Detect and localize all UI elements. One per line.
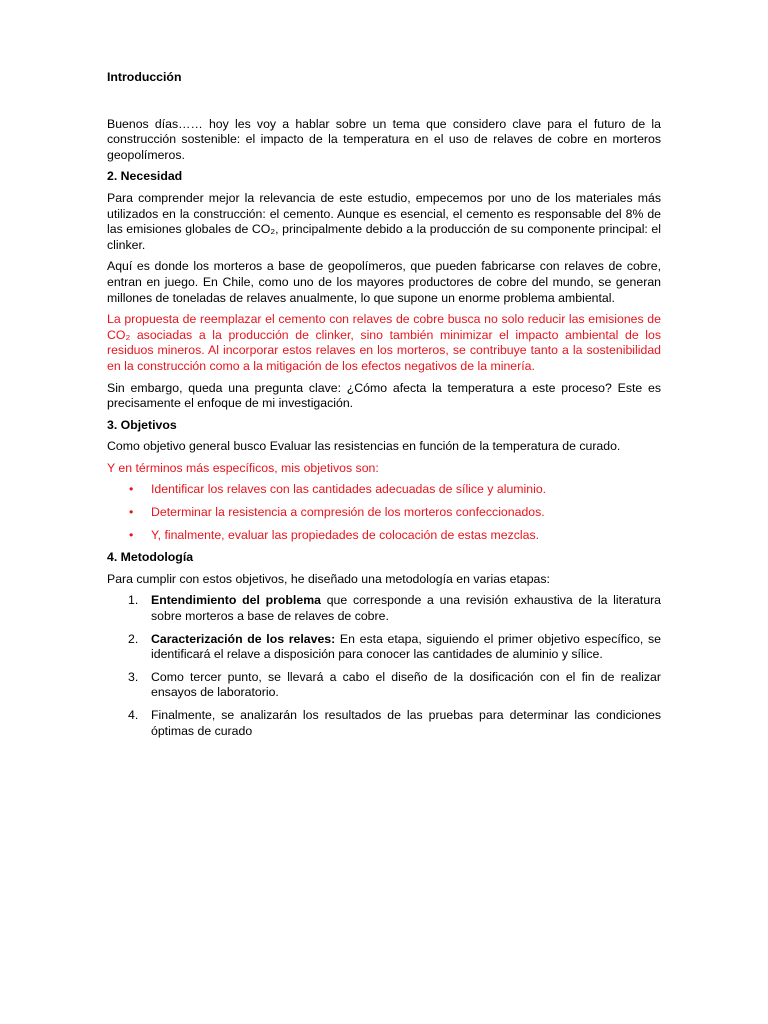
list-item: [107, 632, 661, 663]
necesidad-paragraph-3-highlight: La propuesta de reemplazar el cemento con relaves de cobre busca no solo reducir las emisiones de CO₂ asociadas a la producción de clinker, sino también minimizar el impacto ambiental de los residuos mineros. Al incorporar estos relaves en los morteros, se contribuye tanto a la sostenibilidad en la construcción como a la mitigación de los efectos negativos de la minería.: [107, 312, 661, 373]
list-item-text: Determinar la resistencia a compresión de los morteros confeccionados.: [151, 505, 545, 520]
list-item-text: Y, finalmente, evaluar las propiedades de colocación de estas mezclas.: [151, 527, 540, 542]
list-item: [107, 528, 661, 544]
bullet-icon: •: [129, 482, 134, 497]
list-item: [107, 670, 661, 701]
section-heading-metodologia: 4. Metodología: [107, 550, 194, 565]
intro-paragraph: Buenos días…… hoy les voy a hablar sobre un tema que considero clave para el futuro de la construcción sostenible: el impacto de la temperatura en el uso de relaves de cobre en morteros geopolímeros.: [107, 116, 661, 162]
list-item-number: 4.: [128, 708, 139, 722]
list-item-number: 1.: [128, 593, 139, 608]
list-item-number: 2.: [128, 631, 139, 646]
list-item: [107, 482, 661, 498]
necesidad-paragraph-2: Aquí es donde los morteros a base de geopolímeros, que pueden fabricarse con relaves de cobre, entran en juego. En Chile, como uno de los mayores productores de cobre del mundo, se generan millones de toneladas de relaves anualmente, lo que supone un enorme problema ambiental.: [107, 259, 661, 305]
list-item-text: Finalmente, se analizarán los resultados de las pruebas para determinar las condiciones óptimas de curado: [151, 708, 661, 738]
section-heading-objetivos: 3. Objetivos: [107, 417, 177, 432]
list-item: [107, 505, 661, 521]
necesidad-paragraph-1: Para comprender mejor la relevancia de este estudio, empecemos por uno de los materiales más utilizados en la construcción: el cemento. Aunque es esencial, el cemento es responsable del 8% de las emisiones globales de CO₂, principalmente debido a la producción de su componente principal: el clinker.: [107, 190, 661, 252]
list-item-text: Identificar los relaves con las cantidades adecuadas de sílice y aluminio.: [151, 482, 547, 497]
objetivo-general-paragraph: Como objetivo general busco Evaluar las resistencias en función de la temperatura de curado.: [107, 439, 621, 454]
bullet-icon: •: [129, 505, 134, 520]
objetivos-bullet-list: [107, 482, 661, 543]
bullet-icon: •: [129, 527, 134, 542]
objetivos-especificos-intro: Y en términos más específicos, mis objetivos son:: [107, 460, 379, 475]
list-item-bold-lead: Caracterización de los relaves:: [151, 631, 336, 646]
metodologia-numbered-list: [107, 593, 661, 739]
list-item-number: 3.: [128, 669, 139, 684]
metodologia-paragraph: Para cumplir con estos objetivos, he diseñado una metodología en varias etapas:: [107, 571, 550, 586]
necesidad-paragraph-4: Sin embargo, queda una pregunta clave: ¿Cómo afecta la temperatura a este proceso? Este es precisamente el enfoque de mi investigación.: [107, 380, 661, 411]
section-heading-necesidad: 2. Necesidad: [107, 169, 183, 184]
list-item-text: En esta etapa, siguiendo el primer objetivo específico, se identificará el relave a disposición para conocer las cantidades de aluminio y sílice.: [151, 631, 662, 662]
document-title: Introducción: [107, 70, 182, 84]
list-item: [107, 593, 661, 624]
list-item-text: Como tercer punto, se llevará a cabo el diseño de la dosificación con el fin de realizar ensayos de laboratorio.: [151, 669, 661, 700]
list-item: [107, 708, 661, 739]
list-item-text: que corresponde a una revisión exhaustiva de la literatura sobre morteros a base de relaves de cobre.: [151, 593, 662, 624]
list-item-bold-lead: Entendimiento del problema: [151, 593, 321, 608]
